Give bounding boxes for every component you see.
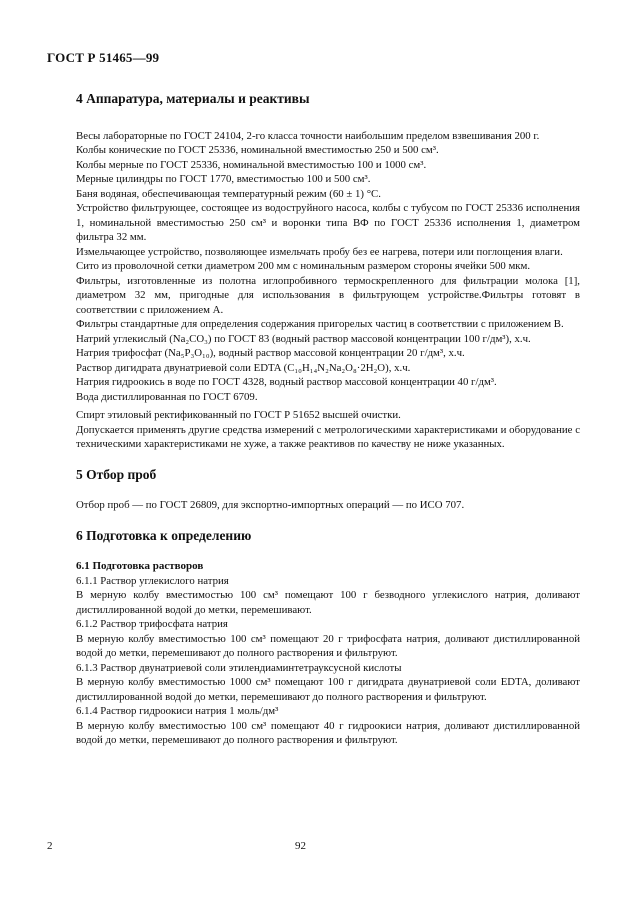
s6-i614: 6.1.4 Раствор гидроокиси натрия 1 моль/дм³ bbox=[76, 705, 279, 717]
s4-p7: Измельчающее устройство, позволяющее измельчать пробу без ее нагрева, потери или поглощения влаги. bbox=[76, 245, 563, 258]
s4-p6: Устройство фильтрующее, состоящее из водоструйного насоса, колбы с тубусом по ГОСТ 25336 исполнения 1, номинальной вместимостью 250 см³ и воронки типа ВФ по ГОСТ 25336 исполнения 1, диаметром фильтра 32 мм. bbox=[76, 202, 580, 243]
s4-p15: Вода дистиллированная по ГОСТ 6709. bbox=[76, 390, 258, 403]
s4-p1: Весы лабораторные по ГОСТ 24104, 2-го класса точности наибольшим пределом взвешивания 200 г. bbox=[76, 129, 540, 142]
section-5-title: 5 Отбор проб bbox=[76, 466, 157, 482]
document-body bbox=[76, 84, 580, 748]
s4-p14: Натрия гидроокись в воде по ГОСТ 4328, водный раствор массовой концентрации 40 г/дм³. bbox=[76, 376, 497, 388]
s4-p12: Натрия трифосфат (Na₅P₃O₁₀), водный раствор массовой концентрации 20 г/дм³, х.ч. bbox=[76, 347, 465, 359]
s4-p5: Баня водяная, обеспечивающая температурный режим (60 ± 1) °С. bbox=[76, 187, 381, 200]
s4-p10: Фильтры стандартные для определения содержания пригорелых частиц в соответствии с приложением В. bbox=[76, 318, 564, 330]
s4-p9: Фильтры, изготовленные из полотна иглопробивного термоскрепленного для фильтрации молока [1], диаметром 32 мм, пригодные для использования в фильтрующем устройстве.Фильтры готовят в соответствии с приложением А. bbox=[76, 274, 580, 316]
page-number-left: 2 bbox=[47, 840, 53, 852]
footer-page-center bbox=[295, 840, 306, 852]
s6-i612: 6.1.2 Раствор трифосфата натрия bbox=[76, 618, 228, 630]
s6-p611: В мерную колбу вместимостью 100 см³ помещают 100 г безводного углекислого натрия, доливают дистиллированной водой до метки, перемешивают. bbox=[76, 589, 580, 616]
s6-p613: В мерную колбу вместимостью 1000 см³ помещают 100 г дигидрата двунатриевой соли EDTA, доливают дистиллированной водой до метки, перемешивают до полного растворения и фильтруют. bbox=[76, 676, 580, 703]
subsection-6-1-title: 6.1 Подготовка растворов bbox=[76, 560, 204, 572]
s4-p17: Допускается применять другие средства измерений с метрологическими характеристиками и оборудование с техническими характеристиками не хуже, а также реактивов по качеству не ниже указанных. bbox=[76, 423, 580, 450]
footer-page-left bbox=[47, 840, 53, 852]
doc-id: ГОСТ Р 51465—99 bbox=[47, 50, 160, 65]
s4-p4: Мерные цилиндры по ГОСТ 1770, вместимостью 100 и 500 см³. bbox=[76, 173, 371, 185]
s6-i611: 6.1.1 Раствор углекислого натрия bbox=[76, 574, 229, 587]
s4-p8: Сито из проволочной сетки диаметром 200 мм с номинальным размером стороны ячейки 500 мкм. bbox=[76, 260, 531, 272]
section-4-title: 4 Аппаратура, материалы и реактивы bbox=[76, 91, 310, 106]
s5-p1: Отбор проб — по ГОСТ 26809, для экспортно-импортных операций — по ИСО 707. bbox=[76, 499, 465, 511]
page-number-center: 92 bbox=[295, 840, 306, 852]
section-6-title: 6 Подготовка к определению bbox=[76, 527, 252, 543]
s6-p614: В мерную колбу вместимостью 100 см³ помещают 40 г гидроокиси натрия, доливают дистиллированной водой до метки, перемешивают до полного растворения и фильтруют. bbox=[76, 719, 580, 746]
s4-p3: Колбы мерные по ГОСТ 25336, номинальной вместимостью 100 и 1000 см³. bbox=[76, 158, 427, 171]
s4-p16: Спирт этиловый ректификованный по ГОСТ Р 51652 высшей очистки. bbox=[76, 409, 401, 421]
s4-p2: Колбы конические по ГОСТ 25336, номинальной вместимостью 250 и 500 см³. bbox=[76, 144, 439, 156]
document-header bbox=[47, 50, 159, 66]
s6-i613: 6.1.3 Раствор двунатриевой соли этилендиаминтетрауксусной кислоты bbox=[76, 661, 402, 674]
s6-p612: В мерную колбу вместимостью 100 см³ помещают 20 г трифосфата натрия, доливают дистиллированной водой до метки, перемешивают до полного растворения и фильтруют. bbox=[76, 632, 580, 659]
s4-p13: Раствор дигидрата двунатриевой соли EDTA (C₁₀H₁₄N₂Na₂O₈·2H₂O), х.ч. bbox=[76, 361, 411, 374]
s4-p11: Натрий углекислый (Na₂CO₃) по ГОСТ 83 (водный раствор массовой концентрации 100 г/дм³), х.ч. bbox=[76, 332, 531, 345]
